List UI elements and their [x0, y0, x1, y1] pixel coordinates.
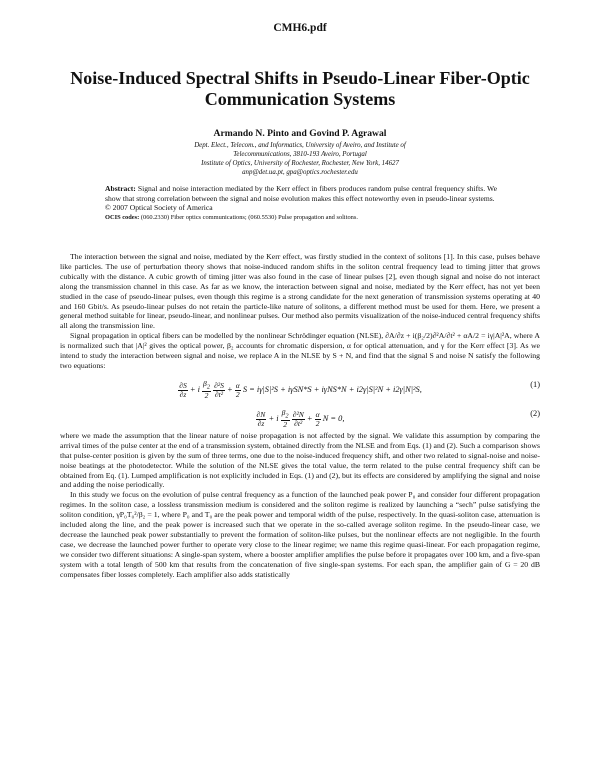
equation-1: [60, 374, 540, 400]
paragraph: where we made the assumption that the linear nature of noise propagation is not affected by the signal. We validate this assumption by comparing the arrival times of the pulse center at the end of a transmission system, obtained directly from the NLSE and from Eqs. (1) and (2). Such a comparison shows that pulse-center position is given by the sum of three terms, one due to the noise-induced frequency shift, and other two related to signal-noise and noise-noise beatings at the photodetector. While the solution of the NLSE gives the total value, the term related to the pulse central frequency shift can be obtained from Eq. (1). Lumped amplification is not explicitly included in Eqs. (1) and (2), but its effects are considered by amplifying the signal and noise and adding the noise periodically.: [60, 430, 540, 490]
copyright: © 2007 Optical Society of America: [105, 203, 213, 213]
equation-2: [60, 403, 540, 429]
affiliation-line: Telecommunications, 3810-193 Aveiro, Portugal: [233, 151, 367, 159]
paragraph: Signal propagation in optical fibers can be modelled by the nonlinear Schrödinger equation (NLSE), ∂A/∂z + i(β₂/2)∂²A/∂t² + αA/2 = iγ|A|²A, where A is normalized such that |A|² gives the optical power, β₂ accounts for chromatic dispersion, α for optical attenuation, and γ for the Kerr effect [3]. As we intend to study the interaction between signal and noise, we replace A in the NLSE by S + N, and find that the signal S and noise N satisfy the following two equations:: [60, 331, 540, 370]
ocis-codes: [105, 213, 497, 223]
abstract-label: Abstract:: [105, 184, 136, 193]
file-label: CMH6.pdf: [273, 22, 327, 34]
fraction: $\frac{\text{∂²S}}{\text{∂t²}}$: [214, 380, 224, 399]
fraction: $\frac{\beta_2}{2}$: [281, 407, 289, 430]
equation-2-rhs: N = 0,: [322, 414, 345, 424]
title-line: Communication Systems: [204, 89, 396, 109]
ocis-text: (060.2330) Fiber optics communications; (060.5530) Pulse propagation and solitons.: [140, 213, 358, 221]
ocis-label: OCIS codes:: [105, 213, 140, 221]
paragraph: In this study we focus on the evolution of pulse central frequency as a function of the launched peak power P₀ and consider four different propagation regimes. In the soliton case, a lossless transmission medium is considered and the soliton regime is realized by launching a “sech” pulse satisfying the soliton condition, γP₀T₀²/β₂ = 1, where P₀ and T₀ are the peak power and temporal width of the pulse, respectively. In the quasi-soliton case, attenuation is included along the line, and the peak power is increased such that we operate in the so-called average soliton regime. In the pseudo-linear case, we decrease the launched peak power substantially to prevent the formation of soliton-like pulses, but the nonlinear effects are not negligible. In the fourth case, we decrease the launched power further to operate very close to the linear regime; we name this regime quasi-linear. For each propagation regime, we consider two different situations: A single-span system, where a booster amplifier amplifies the pulse before it propagates over 100 km, and a five-span system with a total length of 500 km that results from the concatenation of five single-span systems. For each span, the amplifier gain of G = 20 dB compensates fiber losses completely. Each amplifier also adds statistically: [60, 490, 541, 579]
paragraph: The interaction between the signal and noise, mediated by the Kerr effect, was firstly studied in the context of solitons [1]. In this case, pulses behave like particles. The use of perturbation theory shows that noise-induced random shifts in the soliton central frequency lead to timing jitter that grows cubically with the distance. A cubic growth of timing jitter was also found in the case of linear pulses [2], even though signal and noise do not interact along the transmission channel in this case. As far as we know, the interaction between signal and noise, mediated by the Kerr effect, has not yet been studied in the case of pseudo-linear pulses, even though this regime is a strong candidate for the next generation of transmission systems operating at 40 and 160 Gbit/s. As pseudo-linear pulses do not retain the particle-like nature of solitons, a different method must be used for them. Here, we present a general method suitable for linear, pseudo-linear, and nonlinear pulses. Our method also permits visualization of the noise-induced central frequency shifts all along the transmission line.: [60, 252, 540, 331]
equation-1-rhs: = iγ|S|²S + iγSN*S + iγNS*N + i2γ|S|²N + i2γ|N|²S,: [249, 385, 422, 395]
fraction: $\frac{\beta_2}{2}$: [203, 378, 210, 401]
title-line: Noise-Induced Spectral Shifts in Pseudo-Linear Fiber-Optic: [70, 68, 530, 88]
fraction: $\frac{\text{∂²N}}{\text{∂t²}}$: [292, 409, 304, 428]
abstract: [105, 184, 497, 222]
body-text: [60, 252, 540, 579]
abstract-text-block: [105, 184, 497, 203]
fraction: $\frac{\alpha}{2}$: [315, 409, 320, 428]
affiliation-line: Dept. Elect., Telecom., and Informatics, University of Aveiro, and Institute of: [194, 142, 406, 149]
fraction: $\frac{\partial S}{\partial z}$: [179, 380, 187, 399]
paper-title: [40, 68, 560, 110]
equation-2-body: $\frac{\partial N}{\partial z}$ + i $\frac{\beta_2}{2}$ $\frac{\text{∂²N}}{\text{∂t²}}$ + $\frac{\alpha}{2}$ N = 0,: [256, 407, 345, 430]
authors: Armando N. Pinto and Govind P. Agrawal: [213, 128, 387, 139]
affiliation-line: Institute of Optics, University of Rochester, Rochester, New York, 14627: [201, 160, 399, 168]
affiliations: [0, 141, 600, 177]
fraction: $\frac{\alpha}{2}$: [235, 380, 240, 399]
fraction: $\frac{\partial N}{\partial z}$: [256, 409, 266, 428]
equation-number: (2): [530, 408, 540, 418]
equation-number: (1): [530, 379, 540, 389]
email-line: anp@det.ua.pt, gpa@optics.rochester.edu: [242, 169, 358, 177]
abstract-text: Signal and noise interaction mediated by the Kerr effect in fibers produces random pulse central frequency shifts. We show that strong correlation between the signal and noise evolution makes this effect noteworthy even in pseudo-linear systems.: [105, 184, 497, 203]
equation-1-body: $\frac{\partial S}{\partial z}$ + i $\frac{\beta_2}{2}$ $\frac{\text{∂²S}}{\text{∂t²}}$ + $\frac{\alpha}{2}$ S = iγ|S|²S + iγSN*S + iγNS*N + i2γ|S|²N + i2γ|N|²S,: [179, 378, 422, 401]
